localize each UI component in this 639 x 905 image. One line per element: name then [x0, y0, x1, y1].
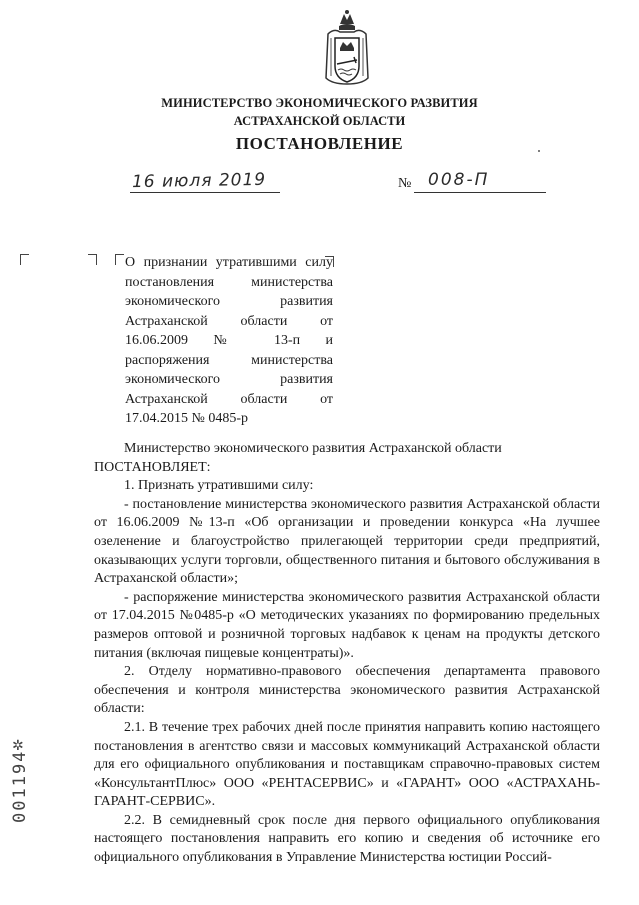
document-body	[94, 440, 600, 868]
ministry-name-line2: АСТРАХАНСКОЙ ОБЛАСТИ	[233, 114, 406, 128]
subject-corner-mark	[115, 254, 124, 265]
registration-stamp	[8, 738, 32, 828]
scan-speck	[538, 150, 540, 152]
stamp-star-icon: ✲	[12, 739, 24, 754]
margin-corner-mark	[20, 254, 29, 265]
handwritten-date: 16 июля 2019	[131, 169, 267, 193]
body-item-2-2: 2.2. В семидневный срок после дня первого официального опубликования настоящего постановления направить его копию и сведения об источнике его официального опубликования в Управление Министерства юстиции Россий-	[94, 812, 600, 866]
body-intro: Министерство экономического развития Астраханской области	[124, 441, 502, 456]
handwritten-number: 008-П	[428, 170, 490, 190]
body-item-1: 1. Признать утратившими силу:	[124, 478, 314, 494]
number-underline	[414, 192, 546, 193]
number-label: №	[398, 176, 412, 191]
body-item-2: 2. Отделу нормативно-правового обеспечения департамента правового обеспечения и контроля министерства экономического развития Астраханской области:	[94, 664, 600, 717]
subject-corner-mark	[88, 254, 97, 265]
body-item-1a: - постановление министерства экономического развития Астраханской области от 16.06.2009 №13-п «Об организации и проведении конкурса «На лучшее озеленение и благоустройство прилегающей территории среди предприятий, оказывающих услуги торговли, общественного питания и бытового обслуживания в Астраханской области»;	[94, 496, 600, 587]
document-subject: О признании утратившими силу постановления министерства экономического развития Астраханской области от 16.06.2009 № 13-п и распоряжения министерства экономического развития Астраханской области от 17.04.2015 № 0485-р	[125, 255, 333, 426]
document-type-title: ПОСТАНОВЛЕНИЕ	[235, 134, 404, 153]
body-resolves: ПОСТАНОВЛЯЕТ:	[94, 459, 211, 475]
body-item-2-1: 2.1. В течение трех рабочих дней после принятия направить копию настоящего постановления в агентство связи и массовых коммуникаций Астраханской области для его официального опубликования и поставщикам справочно-правовых систем «КонсультантПлюс» ООО «РЕНТАСЕРВИС» и «ГАРАНТ» ООО «АСТРАХАНЬ-ГАРАНТ-СЕРВИС».	[94, 719, 600, 810]
ministry-name-line1: МИНИСТЕРСТВО ЭКОНОМИЧЕСКОГО РАЗВИТИЯ	[161, 96, 478, 110]
date-underline	[130, 192, 280, 193]
body-item-1b: - распоряжение министерства экономического развития Астраханской области от 17.04.2015 №0485-р «О методических указаниях по формированию предельных размеров оптовой и розничной торговых надбавок к ценам на продукты детского питания (включая пищевые концентраты)».	[94, 589, 600, 661]
coat-of-arms-emblem	[322, 8, 372, 92]
stamp-number: 001194	[10, 749, 30, 823]
